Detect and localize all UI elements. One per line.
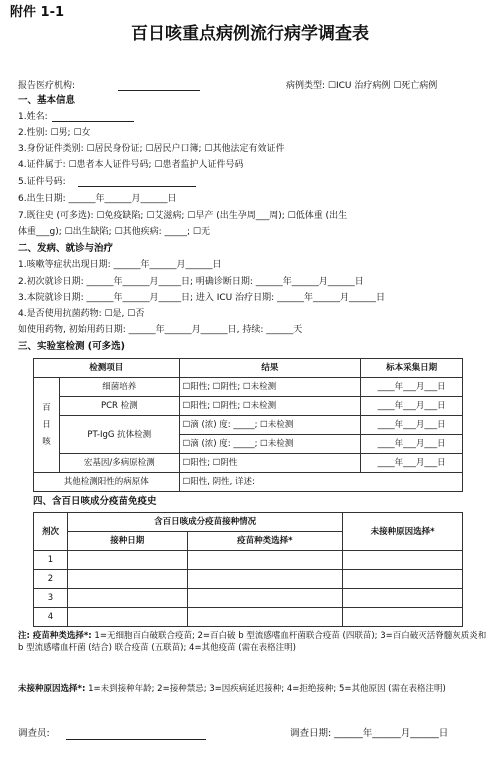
vaccine-dose-number: 4 — [34, 608, 68, 627]
basic-history-1[interactable]: 7.既往史 (可多选): ☐免疫缺陷; ☐艾滋病; ☐早产 (出生孕周___周); ☐低体重 (出生 — [18, 211, 348, 221]
table-row — [34, 551, 463, 570]
case-type[interactable]: 病例类型: ☐ICU 治疗病例 ☐死亡病例 — [286, 81, 438, 91]
section-onset: 二、发病、就诊与治疗 — [18, 243, 114, 254]
page-title: 百日咳重点病例流行病学调查表 — [131, 24, 369, 44]
note-reason-label: 未接种原因选择*: — [18, 684, 86, 694]
vaccine-reason-cell[interactable] — [343, 589, 463, 608]
onset-symptom-date[interactable]: 1.咳嗽等症状出现日期: ______年______月______日 — [18, 260, 222, 270]
onset-first-visit[interactable]: 2.初次就诊日期: ______年______月_____日; 明确诊断日期: ______年______月______日 — [18, 277, 364, 287]
table-row — [34, 608, 463, 627]
section-vaccine: 四、含百日咳成分疫苗免疫史 — [33, 496, 157, 507]
name-field[interactable] — [52, 111, 134, 122]
lab-item-culture: 细菌培养 — [59, 378, 179, 397]
lab-date-ptigg-2[interactable]: ____年___月___日 — [361, 435, 463, 454]
lab-result-ptigg-1[interactable]: ☐滴 (浓) 度: _____; ☐未检测 — [179, 416, 361, 435]
onset-hospital-visit[interactable]: 3.本院就诊日期: ______年______月_____日; 进入 ICU 治疗日期: ______年______月______日 — [18, 293, 386, 303]
lab-header-date: 标本采集日期 — [361, 359, 463, 378]
lab-date-metagenomic[interactable]: ____年___月___日 — [361, 454, 463, 473]
lab-result-ptigg-2[interactable]: ☐滴 (浓) 度: _____; ☐未检测 — [179, 435, 361, 454]
basic-birth-date[interactable]: 6.出生日期: ______年______月______日 — [18, 194, 177, 204]
basic-name: 1.姓名: — [18, 112, 48, 122]
lab-item-pcr: PCR 检测 — [59, 397, 179, 416]
vaccine-reason-cell[interactable] — [343, 551, 463, 570]
lab-result-metagenomic[interactable]: ☐阳性; ☐阴性 — [179, 454, 361, 473]
basic-id-type[interactable]: 3.身份证件类别: ☐居民身份证; ☐居民户口簿; ☐其他法定有效证件 — [18, 144, 285, 154]
attachment-label: 附件 1-1 — [10, 5, 65, 20]
vaccine-header-type: 疫苗种类选择* — [187, 532, 343, 551]
lab-date-pcr[interactable]: ____年___月___日 — [361, 397, 463, 416]
vaccine-date-cell[interactable] — [67, 589, 187, 608]
section-basic-info: 一、基本信息 — [18, 95, 76, 106]
vaccine-header-date: 接种日期 — [67, 532, 187, 551]
vaccine-type-cell[interactable] — [187, 589, 343, 608]
vaccine-date-cell[interactable] — [67, 608, 187, 627]
vaccine-date-cell[interactable] — [67, 570, 187, 589]
lab-result-pcr[interactable]: ☐阳性; ☐阴性; ☐未检测 — [179, 397, 361, 416]
vaccine-reason-cell[interactable] — [343, 570, 463, 589]
lab-date-ptigg-1[interactable]: ____年___月___日 — [361, 416, 463, 435]
lab-group-label — [34, 378, 60, 473]
table-row — [34, 589, 463, 608]
vaccine-table — [33, 512, 463, 627]
lab-item-ptigg: PT-IgG 抗体检测 — [59, 416, 179, 454]
vaccine-header-dose: 剂次 — [34, 513, 68, 551]
lab-header-result: 结果 — [179, 359, 361, 378]
vaccine-dose-number: 3 — [34, 589, 68, 608]
vaccine-header-reason: 未接种原因选择* — [343, 513, 463, 551]
vaccine-reason-cell[interactable] — [343, 608, 463, 627]
report-org-field[interactable] — [118, 80, 200, 91]
investigator-label: 调查员: — [18, 728, 50, 739]
basic-id-owner[interactable]: 4.证件属于: ☐患者本人证件号码; ☐患者监护人证件号码 — [18, 160, 244, 170]
vaccine-header-group: 含百日咳成分疫苗接种情况 — [67, 513, 342, 532]
lab-other-label: 其他检测阳性的病原体 — [34, 473, 180, 492]
onset-antibiotics[interactable]: 4.是否使用抗菌药物: ☐是, ☐否 — [18, 309, 145, 319]
note-reason — [18, 683, 488, 695]
lab-other-result[interactable]: ☐阳性, 阴性, 详述: — [179, 473, 462, 492]
lab-date-culture[interactable]: ____年___月___日 — [361, 378, 463, 397]
lab-item-metagenomic: 宏基因/多病原检测 — [59, 454, 179, 473]
basic-gender[interactable]: 2.性别: ☐男; ☐女 — [18, 128, 91, 138]
vaccine-date-cell[interactable] — [67, 551, 187, 570]
lab-table — [33, 358, 463, 492]
lab-group-text: 百日咳 — [42, 402, 51, 447]
lab-header-item: 检测项目 — [34, 359, 180, 378]
table-row — [34, 570, 463, 589]
basic-history-2[interactable]: 体重___g); ☐出生缺陷; ☐其他疾病: _____; ☐无 — [18, 227, 211, 237]
vaccine-type-cell[interactable] — [187, 570, 343, 589]
vaccine-dose-number: 1 — [34, 551, 68, 570]
note-vaccine-type-text: 1=无细胞百白破联合疫苗; 2=百白破 b 型流感嗜血杆菌联合疫苗 (四联苗); 3=百白破灭活脊髓灰质炎和 b 型流感嗜血杆菌 (结合) 联合疫苗 (五联苗); 4=其他疫苗 (需在表格注明) — [18, 631, 487, 653]
vaccine-type-cell[interactable] — [187, 608, 343, 627]
investigator-field[interactable] — [66, 729, 206, 740]
note-vaccine-type — [18, 630, 488, 654]
lab-result-culture[interactable]: ☐阳性; ☐阴性; ☐未检测 — [179, 378, 361, 397]
basic-id-number: 5.证件号码: — [18, 177, 66, 187]
id-number-field[interactable] — [78, 176, 196, 187]
note-vaccine-type-label: 注: 疫苗种类选择*: — [18, 631, 92, 641]
onset-drug-date[interactable]: 如使用药物, 初始用药日期: ______年______月______日, 持续: ______天 — [18, 325, 303, 335]
survey-date[interactable]: 调查日期: ______年______月______日 — [290, 728, 449, 739]
report-org-label: 报告医疗机构: — [18, 81, 76, 91]
note-reason-text: 1=未到接种年龄; 2=接种禁忌; 3=因疾病延迟接种; 4=拒绝接种; 5=其他原因 (需在表格注明) — [88, 684, 446, 694]
section-lab: 三、实验室检测 (可多选) — [18, 341, 125, 352]
vaccine-type-cell[interactable] — [187, 551, 343, 570]
vaccine-dose-number: 2 — [34, 570, 68, 589]
